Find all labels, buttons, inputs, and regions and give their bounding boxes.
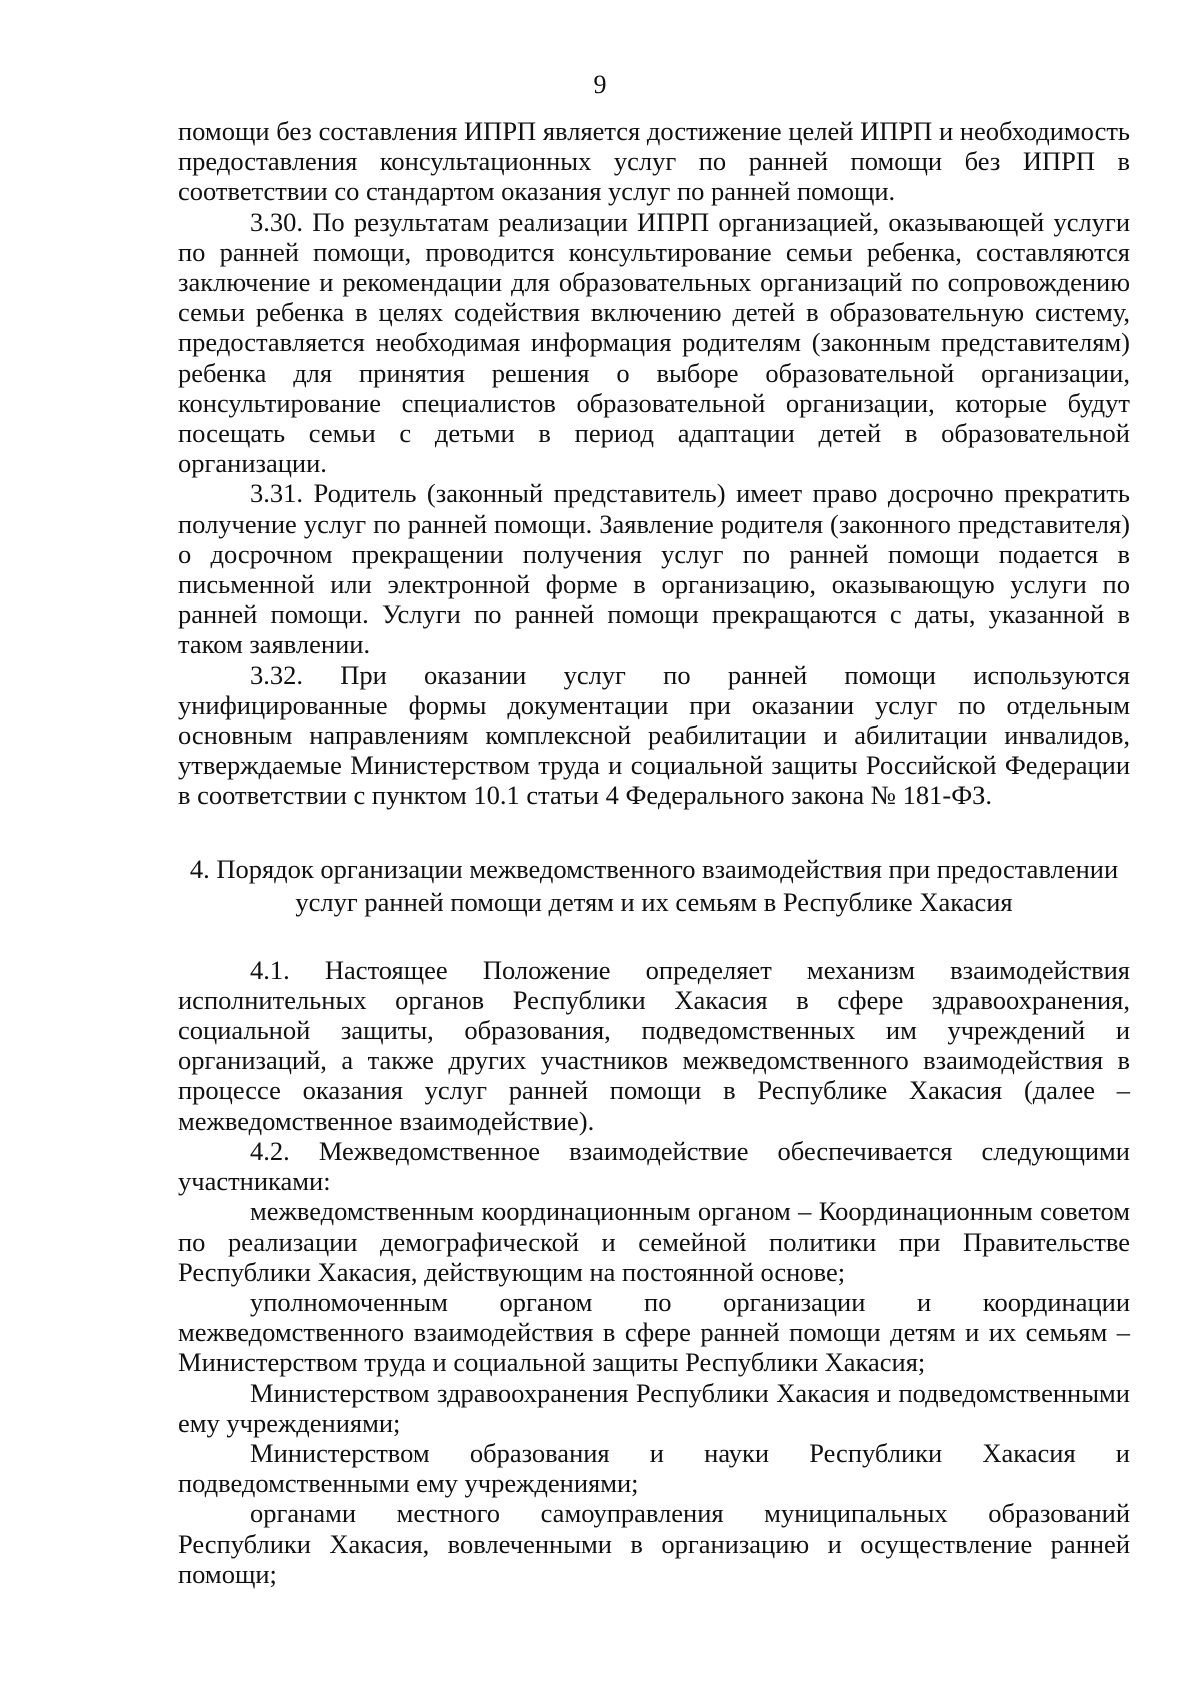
participant-item-2: уполномоченным органом по организации и координации межведомственного взаимодействия в сфере ранней помощи детям и их семьям – Министерством труда и социальной защиты Республики Хакасия; — [178, 1286, 1130, 1378]
paragraph-3-30: 3.30. По результатам реализации ИПРП организацией, оказывающей услуги по ранней помощи, проводится консультирование семьи ребенка, составляются заключение и рекомендации для образовательных организаций по сопровождению семьи ребенка в целях содействия включению детей в образовательную систему, предоставляется необходимая информация родителям (законным представителям) ребенка для принятия решения о выборе образовательной организации, консультирование специалистов образовательной организации, которые будут посещать семьи с детьми в период адаптации детей в образовательной организации. — [178, 206, 1130, 479]
participant-item-1: межведомственным координационным органом – Координационным советом по реализации демографической и семейной политики при Правительстве Республики Хакасия, действующим на постоянной основе; — [178, 1196, 1130, 1287]
paragraph-continuation: помощи без составления ИПРП является достижение целей ИПРП и необходимость предоставления консультационных услуг по ранней помощи без ИПРП в соответствии со стандартом оказания услуг по ранней помощи. — [178, 116, 1130, 207]
participant-item-5: органами местного самоуправления муниципальных образований Республики Хакасия, вовлеченными в организацию и осуществление ранней помощи; — [178, 1498, 1130, 1589]
participant-item-4: Министерством образования и науки Республики Хакасия и подведомственными ему учреждениями; — [178, 1437, 1130, 1499]
section-4-heading-line-2: услуг ранней помощи детям и их семьям в Республике Хакасия — [295, 886, 1013, 917]
paragraph-3-32: 3.32. При оказании услуг по ранней помощи используются унифицированные формы документации при оказании услуг по отдельным основным направлениям комплексной реабилитации и абилитации инвалидов, утверждаемые Министерством труда и социальной защиты Российской Федерации в соответствии с пунктом 10.1 статьи 4 Федерального закона № 181-ФЗ. — [178, 659, 1130, 811]
paragraph-4-1: 4.1. Настоящее Положение определяет механизм взаимодействия исполнительных органов Республики Хакасия в сфере здравоохранения, социальной защиты, образования, подведомственных им учреждений и организаций, а также других участников межведомственного взаимодействия в процессе оказания услуг ранней помощи в Республике Хакасия (далее – межведомственное взаимодействие). — [178, 954, 1130, 1136]
participant-item-3: Министерством здравоохранения Республики Хакасия и подведомственными ему учреждениями; — [178, 1377, 1130, 1438]
paragraph-3-31: 3.31. Родитель (законный представитель) имеет право досрочно прекратить получение услуг по ранней помощи. Заявление родителя (законного представителя) о досрочном прекращении получения услуг по ранней помощи подается в письменной или электронной форме в организацию, оказывающую услуги по ранней помощи. Услуги по ранней помощи прекращаются с даты, указанной в таком заявлении. — [178, 478, 1130, 660]
document-body — [178, 116, 1130, 1589]
section-4-heading — [178, 853, 1130, 919]
page-number: 9 — [593, 70, 607, 99]
paragraph-4-2: 4.2. Межведомственное взаимодействие обеспечивается следующими участниками: — [178, 1135, 1130, 1197]
section-4-heading-line-1: 4. Порядок организации межведомственного взаимодействия при предоставлении — [189, 853, 1119, 884]
